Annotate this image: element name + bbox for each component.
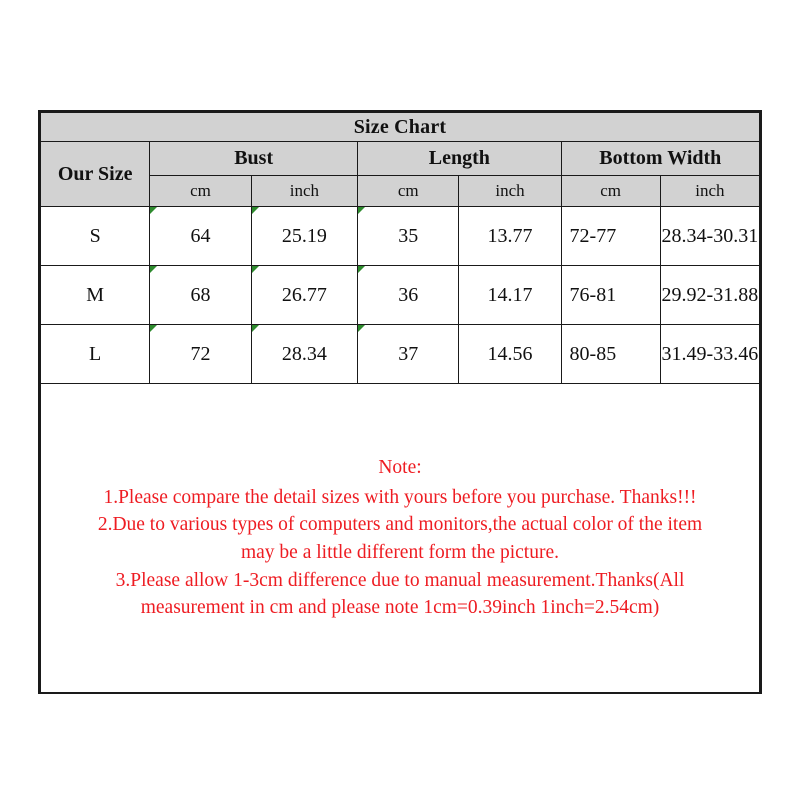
cell-length-cm: 36 bbox=[358, 266, 459, 325]
note-row bbox=[41, 384, 760, 693]
chart-title: Size Chart bbox=[41, 113, 760, 142]
cell-bottom-cm: 80-85 bbox=[561, 325, 660, 384]
cell-length-inch: 13.77 bbox=[459, 207, 561, 266]
cell-length-inch: 14.17 bbox=[459, 266, 561, 325]
cell-bottom-inch: 28.34-30.31 bbox=[660, 207, 759, 266]
note-line-1: 1.Please compare the detail sizes with yours before you purchase. Thanks!!! bbox=[103, 486, 697, 508]
unit-header-bottom-inch: inch bbox=[660, 176, 759, 207]
size-chart-frame bbox=[38, 110, 762, 694]
cell-bust-cm: 68 bbox=[150, 266, 251, 325]
table-title-row bbox=[41, 113, 760, 142]
cell-length-cm: 37 bbox=[358, 325, 459, 384]
column-header-our-size: Our Size bbox=[41, 142, 150, 207]
unit-header-bottom-cm: cm bbox=[561, 176, 660, 207]
column-header-length: Length bbox=[358, 142, 561, 176]
cell-bust-inch: 26.77 bbox=[251, 266, 357, 325]
cell-size: M bbox=[41, 266, 150, 325]
cell-bottom-inch: 31.49-33.46 bbox=[660, 325, 759, 384]
column-header-bottom-width: Bottom Width bbox=[561, 142, 759, 176]
cell-bottom-cm: 76-81 bbox=[561, 266, 660, 325]
cell-bust-inch: 28.34 bbox=[251, 325, 357, 384]
note-line-2a: 2.Due to various types of computers and monitors,the actual color of the item bbox=[97, 514, 703, 536]
cell-bottom-cm: 72-77 bbox=[561, 207, 660, 266]
table-row bbox=[41, 325, 760, 384]
size-chart-table bbox=[40, 112, 760, 693]
unit-header-bust-cm: cm bbox=[150, 176, 251, 207]
note-line-3a: 3.Please allow 1-3cm difference due to manual measurement.Thanks(All bbox=[115, 569, 685, 591]
note-title: Note: bbox=[378, 456, 422, 478]
unit-header-length-inch: inch bbox=[459, 176, 561, 207]
note-line-2b: may be a little different form the picture. bbox=[240, 542, 560, 563]
table-row bbox=[41, 266, 760, 325]
cell-length-cm: 35 bbox=[358, 207, 459, 266]
cell-size: L bbox=[41, 325, 150, 384]
cell-bust-cm: 64 bbox=[150, 207, 251, 266]
cell-bottom-inch: 29.92-31.88 bbox=[660, 266, 759, 325]
note-section bbox=[41, 384, 760, 693]
note-block bbox=[41, 454, 759, 622]
cell-bust-inch: 25.19 bbox=[251, 207, 357, 266]
unit-header-length-cm: cm bbox=[358, 176, 459, 207]
note-line-3b: measurement in cm and please note 1cm=0.39inch 1inch=2.54cm) bbox=[140, 597, 660, 619]
cell-size: S bbox=[41, 207, 150, 266]
cell-length-inch: 14.56 bbox=[459, 325, 561, 384]
unit-header-bust-inch: inch bbox=[251, 176, 357, 207]
column-header-bust: Bust bbox=[150, 142, 358, 176]
table-row bbox=[41, 207, 760, 266]
cell-bust-cm: 72 bbox=[150, 325, 251, 384]
group-header-row bbox=[41, 142, 760, 176]
